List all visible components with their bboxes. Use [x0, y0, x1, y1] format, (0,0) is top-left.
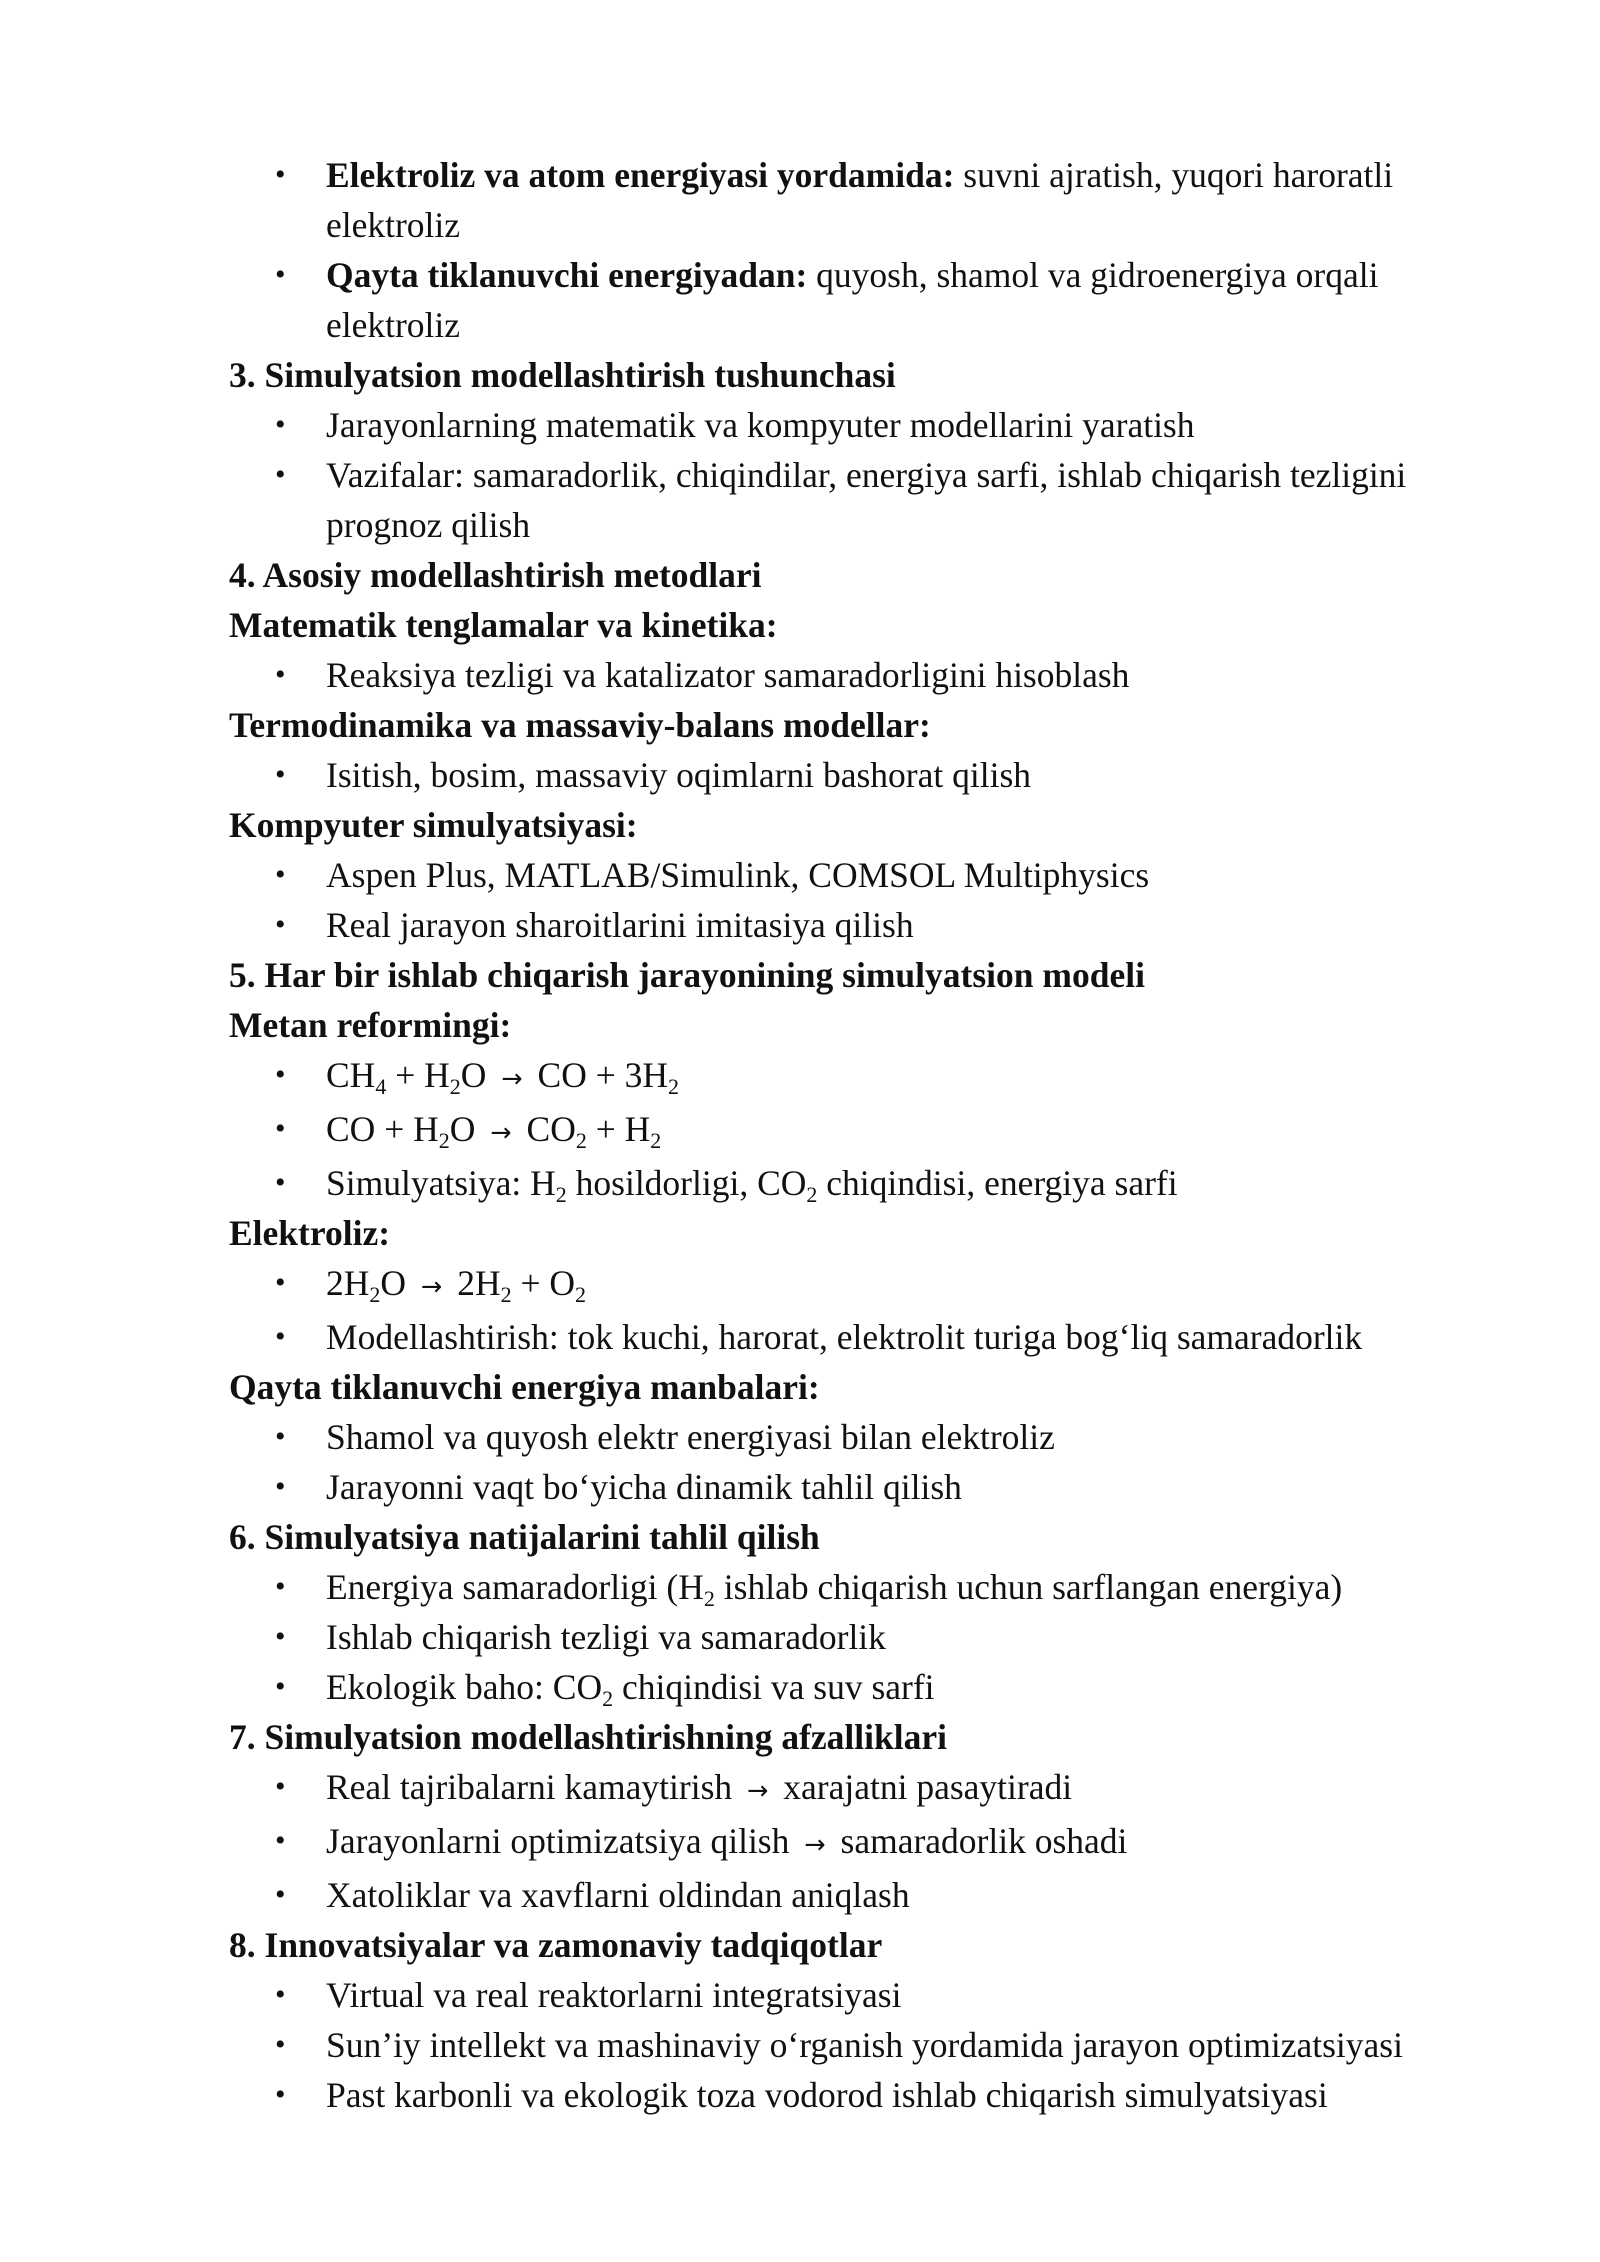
list-item: • Jarayonlarning matematik va kompyuter modellarini yaratish [229, 400, 1529, 450]
formula-text: + H [386, 1055, 450, 1095]
formula-text: CO [517, 1109, 576, 1149]
subsection-heading: Matematik tenglamalar va kinetika: [229, 605, 778, 645]
arrow-icon: → [747, 1776, 769, 1806]
list-item: • Past karbonli va ekologik toza vodorod ishlab chiqarish simulyatsiyasi [229, 2070, 1529, 2120]
list-item: • Aspen Plus, MATLAB/Simulink, COMSOL Multiphysics [229, 850, 1529, 900]
section-heading: 8. Innovatsiyalar va zamonaviy tadqiqotlar [229, 1925, 883, 1965]
list-item [229, 1158, 1529, 1208]
bullet-text: Real tajribalarni kamaytirish [326, 1767, 742, 1807]
bullet-text: Simulyatsiya: H [326, 1163, 556, 1203]
reaction-equation [229, 1050, 1529, 1104]
subsection-heading: Termodinamika va massaviy-balans modellar: [229, 705, 931, 745]
subsection-heading: Qayta tiklanuvchi energiya manbalari: [229, 1367, 820, 1407]
bullet-text: chiqindisi va suv sarfi [613, 1667, 935, 1707]
list-item: • Reaksiya tezligi va katalizator samaradorligini hisoblash [229, 650, 1529, 700]
bullet-bold-label: Qayta tiklanuvchi energiyadan: [326, 255, 808, 295]
subsection-heading: Metan reformingi: [229, 1005, 512, 1045]
list-item: • Xatoliklar va xavflarni oldindan aniqlash [229, 1870, 1529, 1920]
bullet-continuation: elektroliz [326, 305, 461, 345]
arrow-icon: → [420, 1272, 443, 1302]
formula-text: CO + 3H [528, 1055, 669, 1095]
subscript: 2 [575, 1282, 586, 1308]
subscript: 2 [500, 1282, 512, 1308]
list-item: • Virtual va real reaktorlarni integratsiyasi [229, 1970, 1529, 2020]
bullet-text: quyosh, shamol va gidroenergiya orqali [807, 255, 1379, 295]
subscript: 2 [369, 1282, 381, 1308]
subscript: 2 [449, 1074, 461, 1100]
formula-text: O [380, 1263, 415, 1303]
subscript: 2 [668, 1074, 680, 1100]
subscript: 2 [806, 1182, 818, 1208]
list-item [229, 250, 1529, 300]
list-item: • Shamol va quyosh elektr energiyasi bilan elektroliz [229, 1412, 1529, 1462]
document-body [229, 150, 1529, 2120]
subscript: 2 [703, 1586, 715, 1612]
bullet-text: Ekologik baho: CO [326, 1667, 603, 1707]
subscript: 2 [650, 1128, 662, 1154]
formula-text: CO + H [326, 1109, 439, 1149]
formula-text: + O [511, 1263, 575, 1303]
list-item: • Jarayonni vaqt bo‘yicha dinamik tahlil qilish [229, 1462, 1529, 1512]
list-item [229, 1662, 1529, 1712]
reaction-equation [229, 1104, 1529, 1158]
bullet-continuation: prognoz qilish [326, 505, 531, 545]
bullet-text: xarajatni pasaytiradi [774, 1767, 1073, 1807]
formula-text: CH [326, 1055, 376, 1095]
formula-text: 2H [448, 1263, 501, 1303]
list-item: • Modellashtirish: tok kuchi, harorat, elektrolit turiga bog‘liq samaradorlik [229, 1312, 1529, 1362]
section-heading: 5. Har bir ishlab chiqarish jarayonining simulyatsion modeli [229, 955, 1145, 995]
subscript: 2 [555, 1182, 567, 1208]
formula-text: O [449, 1109, 485, 1149]
section-heading: 3. Simulyatsion modellashtirish tushunchasi [229, 355, 896, 395]
subsection-heading: Kompyuter simulyatsiyasi: [229, 805, 638, 845]
arrow-icon: → [490, 1118, 512, 1148]
list-item [229, 1562, 1529, 1612]
list-item: • Sun’iy intellekt va mashinaviy o‘rganish yordamida jarayon optimizatsiyasi [229, 2020, 1529, 2070]
list-item: • Real jarayon sharoitlarini imitasiya qilish [229, 900, 1529, 950]
section-heading: 4. Asosiy modellashtirish metodlari [229, 555, 762, 595]
arrow-icon: → [804, 1830, 826, 1860]
reaction-equation [229, 1258, 1529, 1312]
list-item [229, 150, 1529, 200]
bullet-text: Energiya samaradorligi (H [326, 1567, 704, 1607]
subscript: 2 [575, 1128, 587, 1154]
bullet-continuation: elektroliz [326, 205, 461, 245]
subsection-heading: Elektroliz: [229, 1213, 391, 1253]
subscript: 2 [438, 1128, 450, 1154]
formula-text: O [460, 1055, 496, 1095]
list-item [229, 1762, 1529, 1816]
bullet-text: Jarayonlarni optimizatsiya qilish [326, 1821, 799, 1861]
list-item: • Vazifalar: samaradorlik, chiqindilar, energiya sarfi, ishlab chiqarish tezligini [229, 450, 1529, 500]
section-heading: 7. Simulyatsion modellashtirishning afzalliklari [229, 1717, 947, 1757]
bullet-text: ishlab chiqarish uchun sarflangan energiya) [714, 1567, 1343, 1607]
bullet-bold-label: Elektroliz va atom energiyasi yordamida: [326, 155, 955, 195]
subscript: 2 [602, 1686, 614, 1712]
list-item: • Ishlab chiqarish tezligi va samaradorlik [229, 1612, 1529, 1662]
subscript: 4 [375, 1074, 387, 1100]
list-item: • Isitish, bosim, massaviy oqimlarni bashorat qilish [229, 750, 1529, 800]
bullet-text: samaradorlik oshadi [831, 1821, 1128, 1861]
list-item [229, 1816, 1529, 1870]
section-heading: 6. Simulyatsiya natijalarini tahlil qilish [229, 1517, 820, 1557]
bullet-text: hosildorligi, CO [566, 1163, 807, 1203]
bullet-text: suvni ajratish, yuqori haroratli [954, 155, 1394, 195]
formula-text: 2H [326, 1263, 370, 1303]
formula-text: + H [586, 1109, 651, 1149]
arrow-icon: → [501, 1064, 523, 1094]
bullet-text: chiqindisi, energiya sarfi [817, 1163, 1178, 1203]
